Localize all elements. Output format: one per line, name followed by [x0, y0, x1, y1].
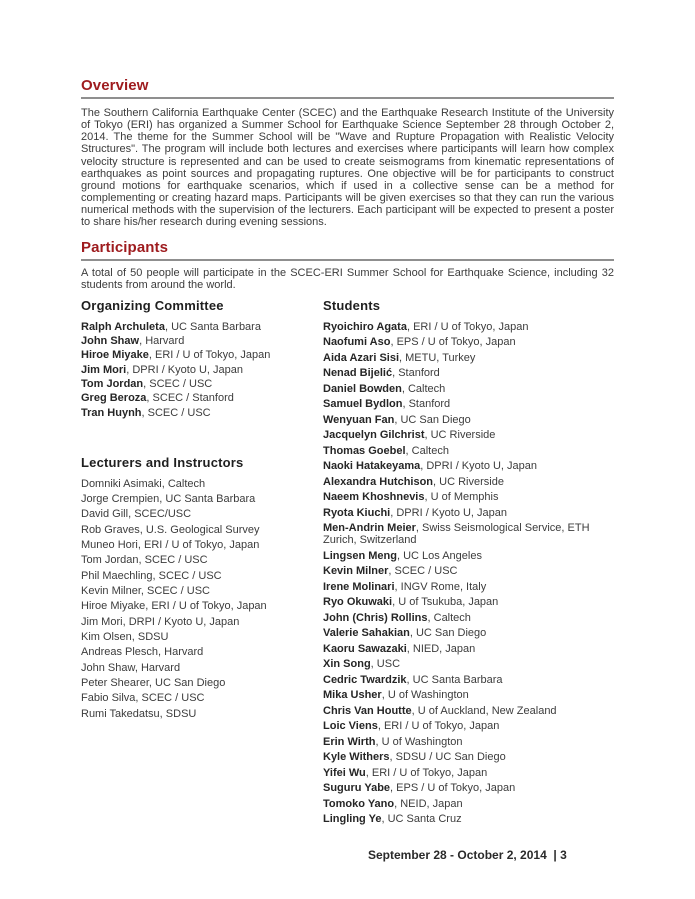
member-affiliation: , ERI / U of Tokyo, Japan [407, 321, 528, 333]
member-item [323, 476, 614, 488]
member-name: David Gill [81, 508, 129, 521]
member-item [81, 508, 323, 520]
member-affiliation: , SCEC / USC [138, 554, 207, 566]
member-name: Ralph Archuleta [81, 320, 165, 333]
lecturers-group [81, 456, 323, 720]
member-item [81, 335, 323, 347]
member-item [323, 627, 614, 639]
member-item [81, 570, 323, 582]
member-name: Samuel Bydlon [323, 398, 403, 411]
participant-columns [81, 299, 614, 829]
member-affiliation: , UC Riverside [424, 429, 495, 441]
member-affiliation: , NEID, Japan [394, 798, 463, 810]
member-affiliation: , Harvard [139, 335, 184, 347]
member-name: Ryoichiro Agata [323, 320, 407, 333]
students-heading: Students [323, 297, 381, 313]
member-name: Thomas Goebel [323, 444, 406, 457]
member-name: Ryota Kiuchi [323, 506, 391, 519]
member-affiliation: , UC Santa Barbara [159, 493, 255, 505]
member-item [323, 767, 614, 779]
member-affiliation: , SDSU [132, 631, 169, 643]
member-item [81, 662, 323, 674]
member-affiliation: , DPRI / Kyoto U, Japan [126, 364, 243, 376]
member-affiliation: , ERI / U of Tokyo, Japan [378, 720, 499, 732]
member-item [323, 522, 614, 546]
member-name: Jim Mori [81, 615, 123, 628]
member-name: John Shaw [81, 335, 140, 348]
member-affiliation: , ERI / U of Tokyo, Japan [149, 349, 270, 361]
member-name: Tomoko Yano [323, 797, 395, 810]
member-name: Erin Wirth [323, 735, 376, 748]
member-item [81, 616, 323, 628]
member-affiliation: , UC Riverside [433, 476, 504, 488]
member-affiliation: , UC San Diego [410, 627, 486, 639]
member-affiliation: , U of Auckland, New Zealand [412, 705, 557, 717]
member-affiliation: , DRPI / Kyoto U, Japan [123, 616, 240, 628]
member-name: Tom Jordan [81, 554, 139, 567]
member-affiliation: , SCEC / USC [141, 585, 210, 597]
member-name: Valerie Sahakian [323, 627, 410, 640]
section-overview [81, 78, 614, 229]
member-affiliation: , INGV Rome, Italy [395, 581, 487, 593]
member-item [81, 378, 323, 390]
member-affiliation: , USC [371, 658, 400, 670]
member-affiliation: , ERI / U of Tokyo, Japan [145, 600, 266, 612]
member-item [81, 708, 323, 720]
member-affiliation: , SDSU [160, 708, 197, 720]
member-item [323, 581, 614, 593]
member-item [323, 321, 614, 333]
member-item [323, 398, 614, 410]
member-name: Naoki Hatakeyama [323, 460, 421, 473]
member-item [81, 692, 323, 704]
member-affiliation: , Caltech [428, 612, 471, 624]
member-affiliation: , U of Memphis [424, 491, 498, 503]
member-item [81, 478, 323, 490]
member-affiliation: , SCEC / USC [142, 407, 211, 419]
member-affiliation: , EPS / U of Tokyo, Japan [390, 782, 515, 794]
member-name: Andreas Plesch [81, 646, 159, 659]
participants-heading: Participants [81, 240, 614, 261]
member-name: Wenyuan Fan [323, 413, 395, 426]
member-affiliation: , SCEC / USC [143, 378, 212, 390]
member-name: Lingsen Meng [323, 549, 397, 562]
member-affiliation: , Caltech [402, 383, 445, 395]
member-name: Domniki Asimaki [81, 477, 162, 490]
member-name: Daniel Bowden [323, 382, 402, 395]
member-affiliation: , Swiss Seismological Service, ETH Zurich, Switzerland [323, 522, 590, 546]
member-affiliation: , Stanford [392, 367, 440, 379]
member-name: Naofumi Aso [323, 336, 391, 349]
member-affiliation: , UC Santa Barbara [407, 674, 503, 686]
member-item [81, 349, 323, 361]
member-item [323, 550, 614, 562]
member-affiliation: , Harvard [135, 662, 180, 674]
page-footer: September 28 - October 2, 2014 | 3 [368, 848, 567, 862]
member-affiliation: , UC San Diego [394, 414, 470, 426]
member-item [323, 612, 614, 624]
member-name: Xin Song [323, 658, 371, 671]
member-affiliation: , U.S. Geological Survey [140, 524, 260, 536]
member-item [81, 407, 323, 419]
member-item [81, 493, 323, 505]
member-affiliation: , U of Tsukuba, Japan [392, 596, 498, 608]
students-group [323, 299, 614, 826]
member-name: Fabio Silva [81, 692, 136, 705]
member-item [323, 705, 614, 717]
member-item [323, 658, 614, 670]
member-affiliation: , ERI / U of Tokyo, Japan [366, 767, 487, 779]
member-affiliation: , SCEC / USC [388, 565, 457, 577]
member-affiliation: , UC Santa Cruz [381, 813, 461, 825]
member-item [323, 460, 614, 472]
member-affiliation: , UC Santa Barbara [165, 321, 261, 333]
member-item [323, 596, 614, 608]
member-name: Tom Jordan [81, 378, 144, 391]
member-name: Yifei Wu [323, 766, 366, 779]
member-affiliation: , SCEC / USC [135, 692, 204, 704]
member-item [323, 507, 614, 519]
member-item [323, 736, 614, 748]
organizing-committee-heading: Organizing Committee [81, 297, 224, 313]
member-name: Lingling Ye [323, 813, 382, 826]
member-name: Hiroe Miyake [81, 349, 149, 362]
member-name: John Shaw [81, 661, 135, 674]
member-name: Muneo Hori [81, 539, 138, 552]
section-participants [81, 240, 614, 291]
member-item [323, 643, 614, 655]
lecturers-heading: Lecturers and Instructors [81, 454, 244, 470]
member-affiliation: , ERI / U of Tokyo, Japan [138, 539, 259, 551]
member-item [81, 631, 323, 643]
member-affiliation: , SCEC / Stanford [146, 392, 233, 404]
member-item [81, 524, 323, 536]
member-affiliation: , SDSU / UC San Diego [390, 751, 506, 763]
member-name: Jacquelyn Gilchrist [323, 429, 425, 442]
member-name: Hiroe Miyake [81, 600, 146, 613]
overview-heading: Overview [81, 78, 614, 99]
lecturers-list [81, 478, 323, 720]
member-name: Loic Viens [323, 720, 378, 733]
member-item [323, 352, 614, 364]
member-name: Kyle Withers [323, 751, 390, 764]
member-name: Kaoru Sawazaki [323, 642, 407, 655]
member-affiliation: , U of Washington [382, 689, 469, 701]
member-item [323, 782, 614, 794]
member-item [81, 600, 323, 612]
member-affiliation: , DPRI / Kyoto U, Japan [390, 507, 507, 519]
member-item [323, 689, 614, 701]
member-name: Peter Shearer [81, 677, 149, 690]
member-name: Ryo Okuwaki [323, 596, 393, 609]
member-affiliation: , METU, Turkey [399, 352, 475, 364]
member-affiliation: , NIED, Japan [407, 643, 476, 655]
member-item [323, 429, 614, 441]
member-item [323, 813, 614, 825]
member-name: Phil Maechling [81, 569, 153, 582]
member-item [81, 677, 323, 689]
left-column [81, 299, 323, 829]
member-item [323, 383, 614, 395]
member-affiliation: , EPS / U of Tokyo, Japan [390, 336, 515, 348]
member-name: Aida Azari Sisi [323, 351, 400, 364]
member-item [323, 798, 614, 810]
member-item [323, 445, 614, 457]
member-affiliation: , SCEC / USC [153, 570, 222, 582]
organizing-committee-group [81, 299, 323, 419]
member-name: Mika Usher [323, 689, 382, 702]
member-name: Nenad Bijelić [323, 367, 393, 380]
member-name: Jorge Crempien [81, 493, 160, 505]
member-name: Alexandra Hutchison [323, 475, 434, 488]
member-affiliation: , UC Los Angeles [397, 550, 482, 562]
member-affiliation: , SCEC/USC [128, 508, 191, 520]
member-item [81, 321, 323, 333]
member-name: Chris Van Houtte [323, 704, 412, 717]
member-item [81, 539, 323, 551]
member-item [81, 585, 323, 597]
right-column [323, 299, 614, 829]
member-item [81, 392, 323, 404]
member-item [323, 565, 614, 577]
member-name: Rumi Takedatsu [81, 707, 160, 720]
member-item [323, 674, 614, 686]
participants-paragraph: A total of 50 people will participate in the SCEC-ERI Summer School for Earthquake Science, including 32 students from around the world. [81, 266, 614, 291]
member-name: Kevin Milner [81, 585, 141, 598]
member-name: Suguru Yabe [323, 782, 391, 795]
member-name: Naeem Khoshnevis [323, 491, 425, 504]
member-name: Men-Andrin Meier [323, 522, 416, 535]
member-affiliation: , DPRI / Kyoto U, Japan [420, 460, 537, 472]
member-affiliation: , Caltech [162, 478, 205, 490]
students-list [323, 321, 614, 826]
member-affiliation: , UC San Diego [149, 677, 225, 689]
member-affiliation: , Caltech [406, 445, 449, 457]
member-affiliation: , Harvard [158, 646, 203, 658]
member-item [81, 364, 323, 376]
member-name: John (Chris) Rollins [323, 611, 428, 624]
member-name: Rob Graves [81, 523, 140, 536]
member-item [323, 751, 614, 763]
member-item [81, 554, 323, 566]
member-item [323, 414, 614, 426]
member-name: Jim Mori [81, 363, 127, 376]
member-item [323, 367, 614, 379]
member-name: Kevin Milner [323, 565, 389, 578]
member-name: Irene Molinari [323, 580, 395, 593]
member-name: Kim Olsen [81, 631, 132, 644]
member-affiliation: , U of Washington [375, 736, 462, 748]
member-item [323, 491, 614, 503]
member-name: Tran Huynh [81, 406, 142, 419]
member-item [323, 720, 614, 732]
member-name: Cedric Twardzik [323, 673, 407, 686]
member-name: Greg Beroza [81, 392, 147, 405]
member-item [323, 336, 614, 348]
organizing-committee-list [81, 321, 323, 419]
member-affiliation: , Stanford [402, 398, 450, 410]
member-item [81, 646, 323, 658]
overview-paragraph: The Southern California Earthquake Center (SCEC) and the Earthquake Research Institute of the University of Tokyo (ERI) has organized a Summer School for Earthquake Science September 28 through October 2, 2014. The theme for the Summer School will be "Wave and Rupture Propagation with Realistic Velocity Structures". The program will include both lectures and exercises where participants will learn how complex velocity structure is represented and can be used to create seismograms from kinematic representations of earthquakes as point sources and propagating ruptures. One objective will be for participants to construct ground motions for earthquake scenarios, which if used in a collective sense can be a method for complementing or creating hazard maps. Participants will be given exercises so that they can run the various numerical methods with the supervision of the lecturers. Each participant will be expected to present a poster to share his/her research during evening sessions. [81, 107, 614, 229]
